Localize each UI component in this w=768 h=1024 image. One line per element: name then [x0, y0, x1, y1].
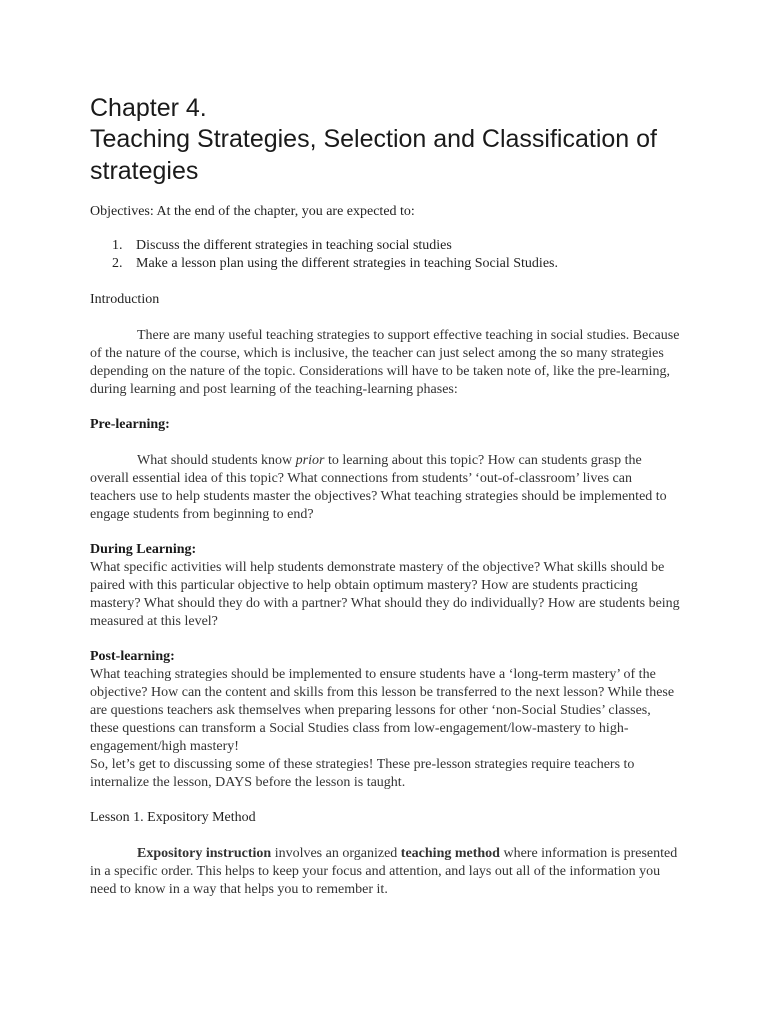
lesson1-heading: Lesson 1. Expository Method [90, 810, 256, 825]
lesson1-term-expository: Expository instruction [137, 846, 272, 861]
chapter-label: Chapter 4. [90, 94, 207, 122]
objectives-list [90, 237, 558, 273]
lesson1-text-mid: involves an organized [271, 846, 401, 861]
pre-learning-text-a: What should students know [137, 453, 296, 468]
lesson1-text-rest: where information is presented in a specific order. This helps to keep your focus and attention, and lays out all of the information you need to know in a way that helps you to remember it. [90, 846, 678, 897]
objectives-intro: Objectives: At the end of the chapter, you are expected to: [90, 204, 415, 219]
lesson1-body [90, 845, 680, 899]
list-item-text: Make a lesson plan using the different strategies in teaching Social Studies. [136, 256, 558, 271]
list-item [90, 255, 558, 273]
post-learning-body-2: So, let’s get to discussing some of these strategies! These pre-lesson strategies require teachers to internalize the lesson, DAYS before the lesson is taught. [90, 757, 635, 790]
list-item [90, 237, 558, 255]
pre-learning-heading: Pre-learning: [90, 417, 170, 432]
lesson1-term-method: teaching method [400, 846, 500, 861]
during-learning-heading: During Learning: [90, 542, 197, 557]
chapter-title: Teaching Strategies, Selection and Classification of strategies [90, 125, 657, 185]
pre-learning-body [90, 452, 680, 524]
pre-learning-emphasis: prior [295, 453, 325, 468]
introduction-heading: Introduction [90, 292, 160, 307]
list-number: 2. [112, 256, 123, 271]
during-learning-body: What specific activities will help students demonstrate mastery of the objective? What skills should be paired with this particular objective to help obtain optimum mastery? How are students practicing mastery? What should they do with a partner? What should they do individually? How are students being measured at this level? [90, 560, 680, 629]
post-learning-body: What teaching strategies should be implemented to ensure students have a ‘long-term mastery’ of the objective? How can the content and skills from this lesson be transferred to the next lesson? While these are questions teachers ask themselves when preparing lessons for other ‘non-Social Studies’ classes, these questions can transform a Social Studies class from low-engagement/low-mastery to high-engagement/high mastery! [90, 667, 675, 754]
pre-learning-text-b: to learning about this topic? How can students grasp the overall essential idea of this topic? What connections from students’ ‘out-of-classroom’ lives can teachers use to help students master the objectives? What teaching strategies should be implemented to engage students from beginning to end? [90, 453, 667, 522]
list-item-text: Discuss the different strategies in teaching social studies [136, 238, 452, 253]
introduction-body: There are many useful teaching strategies to support effective teaching in social studies. Because of the nature of the course, which is inclusive, the teacher can just select among the so many strategies depending on the nature of the topic. Considerations will have to be taken note of, like the pre-learning, during learning and post learning of the teaching-learning phases: [90, 328, 680, 397]
post-learning-heading: Post-learning: [90, 649, 175, 664]
list-number: 1. [112, 238, 123, 253]
